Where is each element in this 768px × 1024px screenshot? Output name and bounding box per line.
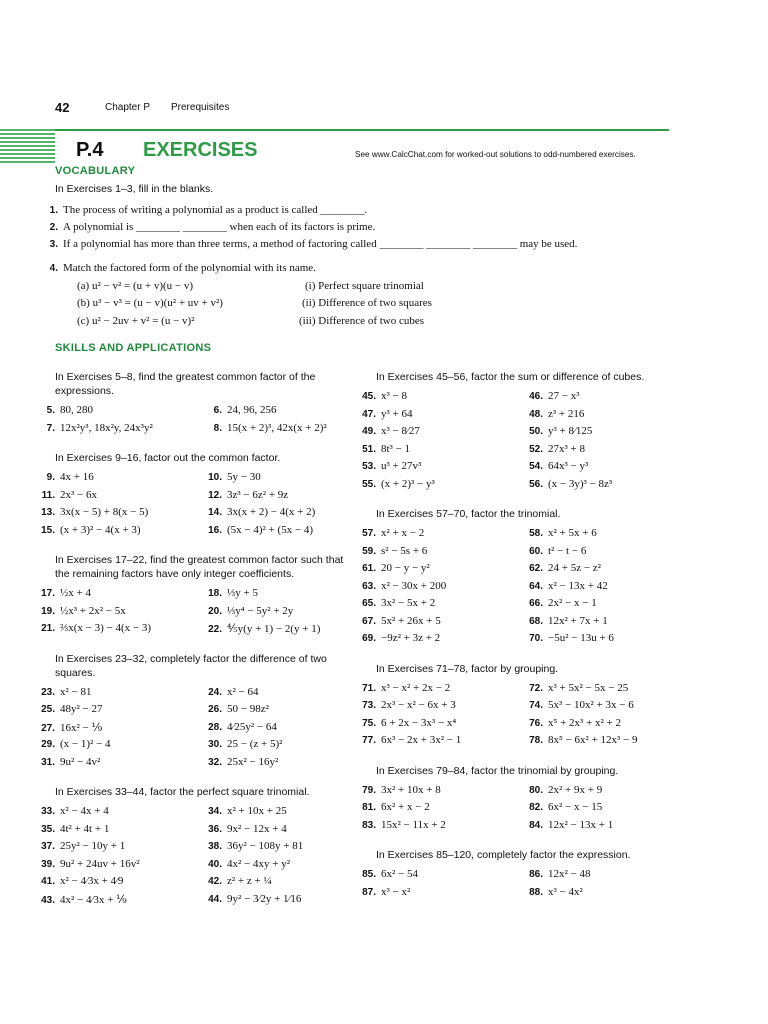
exercise-number: 83.: [362, 819, 376, 831]
exercise-item: [523, 408, 584, 420]
exercise-number: 77.: [362, 735, 376, 746]
exercise-expression: 3z³ − 6z² + 9z: [227, 488, 289, 501]
exercise-item: [35, 622, 151, 634]
exercise-expression: 12x² − 48: [548, 868, 591, 880]
exercise-number: 68.: [529, 615, 543, 627]
exercise-number: 22.: [208, 624, 222, 635]
exercise-item: [523, 460, 588, 472]
exercise-expression: 2x³ − x² − 6x + 3: [381, 699, 456, 711]
exercise-number: 47.: [362, 408, 376, 420]
exercise-number: 16.: [208, 524, 222, 536]
exercise-item: [202, 893, 301, 905]
exercise-item: [35, 422, 153, 434]
exercise-item: [356, 580, 446, 592]
exercise-item: [523, 425, 592, 437]
exercise-number: 75.: [362, 717, 376, 729]
exercise-expression: 4⁄25y² − 64: [227, 720, 277, 733]
exercise-expression: 4x + 16: [60, 471, 94, 483]
exercise-number: 41.: [41, 876, 55, 887]
exercise-item: [356, 562, 430, 574]
exercise-expression: 6x² − 54: [381, 868, 419, 880]
exercise-item: [523, 545, 586, 557]
exercise-item: [523, 390, 580, 402]
exercise-expression: 9u² + 24uv + 16v²: [60, 857, 140, 870]
match-right-ii: (ii) Difference of two squares: [302, 297, 432, 309]
exercise-expression: 12x² − 13x + 1: [548, 818, 614, 831]
exercise-item: [356, 801, 430, 813]
exercise-item: [523, 478, 612, 490]
exercise-expression: x³ + 5x² − 5x − 25: [548, 681, 629, 694]
exercise-number: 37.: [41, 841, 55, 852]
exercise-number: 38.: [208, 841, 222, 852]
exercise-number: 76.: [529, 717, 543, 729]
exercise-number: 29.: [41, 739, 55, 750]
exercise-expression: x² + 10x + 25: [227, 805, 287, 817]
exercise-number: 62.: [529, 563, 543, 574]
exercise-item: [356, 819, 446, 831]
vocab-item-4: [38, 262, 316, 274]
exercise-expression: (x + 2)³ − y³: [381, 477, 435, 490]
exercise-number: 26.: [208, 704, 222, 715]
exercise-expression: x² − 4x + 4: [60, 805, 109, 817]
exercise-expression: x² − 64: [227, 685, 259, 698]
exercise-item: [202, 686, 259, 698]
exercise-item: [356, 390, 407, 402]
exercise-item: [356, 597, 435, 609]
exercise-item: [523, 527, 597, 539]
exercise-expression: 50 − 98z²: [227, 703, 269, 715]
exercise-expression: 12x²y³, 18x²y, 24x³y²: [60, 421, 153, 434]
exercise-item: [202, 587, 258, 599]
exercise-item: [202, 805, 287, 817]
exercise-number: 80.: [529, 784, 543, 796]
exercise-item: [523, 717, 621, 729]
vocab-number: 3.: [49, 239, 58, 250]
exercise-expression: x³ − x² + 2x − 2: [381, 681, 451, 694]
exercise-item: [523, 615, 608, 627]
exercise-expression: 25 − (z + 5)²: [227, 738, 283, 750]
exercise-item: [356, 460, 421, 472]
exercise-number: 34.: [208, 806, 222, 817]
exercise-number: 14.: [208, 507, 222, 518]
exercise-instruction: expressions.: [55, 385, 114, 397]
exercise-number: 36.: [208, 823, 222, 835]
exercise-item: [356, 425, 420, 437]
exercise-item: [202, 422, 327, 434]
exercise-item: [35, 703, 103, 715]
exercise-expression: 48y² − 27: [60, 703, 103, 715]
exercise-item: [202, 840, 303, 852]
exercise-expression: x² − 4⁄3x + 4⁄9: [60, 875, 124, 887]
exercise-expression: x² + 5x + 6: [548, 527, 597, 539]
chapter-label: Chapter P: [105, 102, 151, 113]
exercise-expression: t² − t − 6: [548, 544, 587, 557]
exercise-expression: ½x + 4: [60, 587, 91, 599]
exercise-number: 17.: [41, 588, 55, 599]
exercise-item: [523, 632, 614, 644]
exercise-item: [523, 562, 601, 574]
vocab-number: 4.: [49, 263, 58, 274]
exercise-number: 67.: [362, 615, 376, 627]
exercise-instruction: In Exercises 85–120, completely factor the expression.: [376, 849, 631, 861]
exercise-number: 13.: [41, 507, 55, 518]
exercise-item: [523, 801, 602, 813]
exercise-number: 28.: [208, 721, 222, 733]
exercise-instruction: In Exercises 45–56, factor the sum or difference of cubes.: [376, 371, 645, 383]
match-right-iii: (iii) Difference of two cubes: [299, 315, 425, 327]
exercise-expression: (x + 3)² − 4(x + 3): [60, 523, 141, 536]
exercise-number: 20.: [208, 605, 222, 617]
exercise-number: 24.: [208, 686, 222, 698]
exercise-number: 49.: [362, 426, 376, 437]
exercise-number: 21.: [41, 623, 55, 634]
exercise-number: 61.: [362, 563, 376, 574]
exercise-number: 65.: [362, 598, 376, 609]
vocab-text: A polynomial is ________ ________ when each of its factors is prime.: [63, 221, 376, 233]
exercise-number: 55.: [362, 478, 376, 490]
exercise-item: [356, 408, 413, 420]
exercise-instruction: In Exercises 71–78, factor by grouping.: [376, 662, 559, 675]
exercise-number: 5.: [46, 405, 55, 416]
exercise-expression: 6x³ − 2x + 3x² − 1: [381, 734, 462, 746]
exercise-expression: ½x³ + 2x² − 5x: [60, 604, 126, 617]
exercise-item: [523, 580, 608, 592]
exercise-instruction: In Exercises 5–8, find the greatest common factor of the: [55, 371, 316, 383]
exercise-number: 11.: [41, 489, 55, 501]
exercise-number: 81.: [362, 802, 376, 813]
exercise-expression: 4t² + 4t + 1: [60, 822, 110, 835]
exercise-number: 33.: [41, 806, 55, 817]
exercise-number: 10.: [208, 472, 222, 483]
vocab-text: If a polynomial has more than three terms, a method of factoring called ________ ________ ________ may be used.: [63, 238, 578, 250]
match-left-a: (a) u² − v² = (u + v)(u − v): [77, 280, 194, 292]
exercise-expression: x³ − x²: [381, 885, 411, 898]
exercise-expression: 3x² − 5x + 2: [381, 597, 436, 609]
exercise-expression: 25x² − 16y²: [227, 755, 279, 768]
exercise-expression: 2x³ − 6x: [60, 488, 98, 501]
exercise-expression: x² − 30x + 200: [381, 579, 447, 592]
exercise-item: [35, 686, 92, 698]
exercise-item: [35, 587, 91, 599]
exercise-number: 30.: [208, 739, 222, 750]
section-title: EXERCISES: [143, 139, 258, 161]
exercise-expression: 12x² + 7x + 1: [548, 614, 608, 627]
exercise-expression: 16x² − ⅑: [60, 721, 103, 734]
exercise-expression: 9x² − 12x + 4: [227, 822, 287, 835]
exercise-instruction: the remaining factors have only integer coefficients.: [55, 568, 295, 580]
match-left-b: (b) u³ − v³ = (u − v)(u² + uv + v²): [77, 297, 223, 309]
exercise-expression: 2x² − x − 1: [548, 597, 597, 609]
exercise-expression: x² − 13x + 42: [548, 579, 608, 592]
exercise-item: [35, 605, 126, 617]
exercise-expression: 3x(x + 2) − 4(x + 2): [227, 506, 316, 518]
exercise-expression: −5u² − 13u + 6: [548, 632, 614, 644]
section-stripe-decoration: [0, 129, 55, 165]
exercise-expression: 8x⁵ − 6x² + 12x³ − 9: [548, 734, 638, 746]
exercise-expression: x³ − 8: [381, 390, 408, 402]
exercise-expression: 80, 280: [60, 404, 93, 416]
exercise-instruction: squares.: [55, 666, 96, 679]
exercise-number: 46.: [529, 391, 543, 402]
exercise-item: [356, 615, 441, 627]
exercise-item: [35, 840, 125, 852]
exercise-expression: z³ + 216: [548, 407, 585, 420]
exercise-item: [202, 622, 320, 635]
exercise-item: [523, 886, 583, 898]
exercise-number: 40.: [208, 858, 222, 870]
exercise-expression: 4x² − 4xy + y²: [227, 857, 291, 870]
exercise-item: [202, 875, 272, 887]
exercise-expression: 5x² + 26x + 5: [381, 614, 441, 627]
exercise-number: 79.: [362, 784, 376, 796]
exercise-item: [523, 868, 591, 880]
exercise-number: 87.: [362, 886, 376, 898]
exercise-number: 71.: [362, 682, 376, 694]
exercise-number: 59.: [362, 545, 376, 557]
exercise-number: 73.: [362, 700, 376, 711]
exercise-item: [356, 784, 441, 796]
exercise-number: 39.: [41, 858, 55, 870]
exercise-item: [356, 682, 450, 694]
match-right-i: (i) Perfect square trinomial: [305, 280, 424, 292]
exercise-item: [202, 738, 282, 750]
exercise-number: 64.: [529, 580, 543, 592]
exercise-expression: 25y² − 10y + 1: [60, 840, 126, 852]
exercise-item: [35, 875, 123, 887]
exercise-expression: ⅓y⁴ − 5y² + 2y: [227, 604, 294, 617]
exercise-number: 9.: [46, 472, 55, 483]
exercise-item: [202, 703, 269, 715]
exercise-item: [356, 734, 461, 746]
exercise-item: [35, 721, 102, 734]
exercise-item: [523, 682, 628, 694]
exercise-item: [202, 756, 278, 768]
vocabulary-heading: VOCABULARY: [55, 165, 136, 177]
vocab-item-2: [38, 221, 375, 233]
exercise-expression: (5x − 4)² + (5x − 4): [227, 523, 314, 536]
exercise-expression: 8t³ − 1: [381, 442, 411, 455]
exercise-number: 88.: [529, 886, 543, 898]
exercise-expression: 15(x + 2)³, 42x(x + 2)²: [227, 421, 327, 434]
exercise-item: [356, 868, 418, 880]
exercise-number: 50.: [529, 426, 543, 437]
exercise-expression: y³ + 8⁄125: [548, 425, 593, 437]
exercise-item: [202, 721, 277, 733]
exercise-expression: x⁵ + 2x³ + x² + 2: [548, 716, 622, 729]
exercise-number: 63.: [362, 580, 376, 592]
vocab-text: Match the factored form of the polynomial with its name.: [63, 262, 316, 274]
exercise-number: 56.: [529, 478, 543, 490]
exercise-item: [356, 545, 427, 557]
exercise-instruction: In Exercises 57–70, factor the trinomial.: [376, 508, 561, 520]
exercise-item: [523, 597, 597, 609]
exercise-number: 19.: [41, 605, 55, 617]
calcchat-note: See www.CalcChat.com for worked-out solutions to odd-numbered exercises.: [355, 150, 636, 159]
vocabulary-instruction: In Exercises 1–3, fill in the blanks.: [55, 183, 214, 195]
exercise-expression: x³ − 4x²: [548, 885, 583, 898]
exercise-number: 45.: [362, 391, 376, 402]
exercise-item: [523, 819, 613, 831]
exercise-expression: 20 − y − y²: [381, 562, 430, 574]
exercise-expression: ⅔x(x − 3) − 4(x − 3): [60, 622, 152, 634]
exercise-item: [523, 734, 638, 746]
exercise-number: 43.: [41, 894, 55, 906]
exercise-expression: 24 + 5z − z²: [548, 562, 601, 574]
exercise-number: 25.: [41, 704, 55, 715]
exercise-expression: 15x² − 11x + 2: [381, 818, 446, 831]
exercise-item: [202, 823, 287, 835]
exercise-number: 84.: [529, 819, 543, 831]
exercise-number: 31.: [41, 756, 55, 768]
exercise-item: [356, 886, 410, 898]
exercise-expression: 5x³ − 10x² + 3x − 6: [548, 699, 634, 711]
exercise-number: 86.: [529, 869, 543, 880]
exercise-item: [35, 471, 94, 483]
exercise-number: 44.: [208, 893, 222, 905]
exercise-number: 7.: [46, 422, 55, 434]
exercise-expression: 9u² − 4v²: [60, 755, 101, 768]
exercise-expression: ⅓y + 5: [227, 587, 258, 599]
exercise-item: [202, 489, 288, 501]
vocab-text: The process of writing a polynomial as a product is called ________.: [63, 204, 368, 216]
exercise-item: [202, 858, 290, 870]
exercise-item: [523, 699, 634, 711]
exercise-expression: 6x² − x − 15: [548, 801, 603, 813]
exercise-number: 60.: [529, 545, 543, 557]
exercise-item: [523, 784, 602, 796]
exercise-instruction: In Exercises 33–44, factor the perfect square trinomial.: [55, 786, 310, 798]
exercise-instruction: In Exercises 17–22, find the greatest common factor such that: [55, 554, 344, 566]
skills-heading: SKILLS AND APPLICATIONS: [55, 342, 212, 354]
exercise-item: [35, 738, 111, 750]
exercise-instruction: In Exercises 23–32, completely factor the difference of two: [55, 652, 327, 665]
exercise-number: 74.: [529, 700, 543, 711]
exercise-item: [202, 524, 313, 536]
exercise-expression: 3x(x − 5) + 8(x − 5): [60, 506, 149, 518]
exercise-expression: y³ + 64: [381, 407, 413, 420]
exercise-expression: 3x² + 10x + 8: [381, 783, 441, 796]
exercise-number: 85.: [362, 869, 376, 880]
vocab-item-1: [38, 204, 367, 216]
section-number: P.4: [76, 139, 104, 161]
exercise-expression: x² − 81: [60, 685, 92, 698]
exercise-expression: x³ − 8⁄27: [381, 425, 420, 437]
exercise-number: 57.: [362, 528, 376, 539]
exercise-item: [356, 699, 456, 711]
vocab-item-3: [38, 238, 577, 250]
exercise-expression: ⅘y(y + 1) − 2(y + 1): [227, 623, 321, 635]
exercise-expression: 4x² − 4⁄3x + ⅑: [60, 893, 127, 906]
exercise-expression: 24, 96, 256: [227, 404, 277, 416]
exercise-item: [356, 717, 456, 729]
exercise-item: [35, 823, 109, 835]
exercise-expression: 6x² + x − 2: [381, 801, 430, 813]
exercise-number: 78.: [529, 735, 543, 746]
page-number: 42: [55, 100, 70, 115]
exercise-number: 15.: [41, 524, 55, 536]
exercise-expression: 6 + 2x − 3x³ − x⁴: [381, 716, 457, 729]
exercise-expression: z² + z + ¼: [227, 875, 272, 887]
exercise-number: 12.: [208, 489, 222, 501]
exercise-item: [202, 404, 277, 416]
exercise-number: 58.: [529, 528, 543, 539]
exercise-item: [356, 478, 435, 490]
exercise-instruction: In Exercises 9–16, factor out the common factor.: [55, 452, 281, 464]
exercise-number: 48.: [529, 408, 543, 420]
exercise-number: 35.: [41, 823, 55, 835]
exercise-instruction: In Exercises 79–84, factor the trinomial by grouping.: [376, 764, 619, 777]
exercise-number: 53.: [362, 461, 376, 472]
exercise-number: 52.: [529, 443, 543, 455]
exercise-number: 23.: [41, 686, 55, 698]
exercise-item: [356, 527, 424, 539]
exercise-item: [35, 489, 97, 501]
exercise-expression: u³ + 27v³: [381, 460, 422, 472]
exercise-number: 82.: [529, 802, 543, 813]
section-divider: [55, 129, 669, 131]
exercise-number: 69.: [362, 633, 376, 644]
exercise-number: 66.: [529, 598, 543, 609]
exercise-item: [356, 443, 410, 455]
exercise-item: [523, 443, 585, 455]
exercise-expression: (x − 1)² − 4: [60, 738, 111, 750]
exercise-expression: 5y − 30: [227, 471, 261, 483]
exercise-item: [202, 506, 315, 518]
exercise-number: 8.: [213, 422, 222, 434]
exercise-expression: 64x³ − y³: [548, 460, 589, 472]
exercise-expression: (x − 3y)³ − 8z³: [548, 477, 613, 490]
exercise-item: [202, 605, 293, 617]
exercise-expression: 9y² − 3⁄2y + 1⁄16: [227, 892, 302, 905]
exercise-number: 18.: [208, 588, 222, 599]
chapter-title: Prerequisites: [171, 102, 230, 113]
vocab-number: 2.: [49, 222, 58, 233]
exercise-item: [35, 805, 109, 817]
exercise-number: 42.: [208, 876, 222, 887]
exercise-expression: s² − 5s + 6: [381, 544, 428, 557]
exercise-number: 6.: [213, 405, 222, 416]
exercise-item: [35, 858, 140, 870]
exercise-expression: −9z² + 3z + 2: [381, 632, 441, 644]
exercise-number: 32.: [208, 756, 222, 768]
exercise-item: [35, 404, 93, 416]
exercise-expression: 27x³ + 8: [548, 442, 586, 455]
exercise-expression: 36y² − 108y + 81: [227, 840, 304, 852]
match-left-c: (c) u² − 2uv + v² = (u − v)²: [77, 315, 195, 327]
exercise-item: [356, 632, 440, 644]
exercise-expression: 2x² + 9x + 9: [548, 783, 603, 796]
exercise-item: [35, 893, 127, 906]
vocab-number: 1.: [49, 205, 58, 216]
exercise-number: 27.: [41, 722, 55, 734]
exercise-item: [35, 756, 100, 768]
exercise-expression: x² + x − 2: [381, 527, 425, 539]
exercise-item: [35, 506, 148, 518]
exercise-expression: 27 − x³: [548, 390, 580, 402]
exercise-number: 70.: [529, 633, 543, 644]
exercise-number: 51.: [362, 443, 376, 455]
exercise-item: [202, 471, 261, 483]
exercise-number: 54.: [529, 461, 543, 472]
exercise-item: [35, 524, 141, 536]
exercise-number: 72.: [529, 682, 543, 694]
